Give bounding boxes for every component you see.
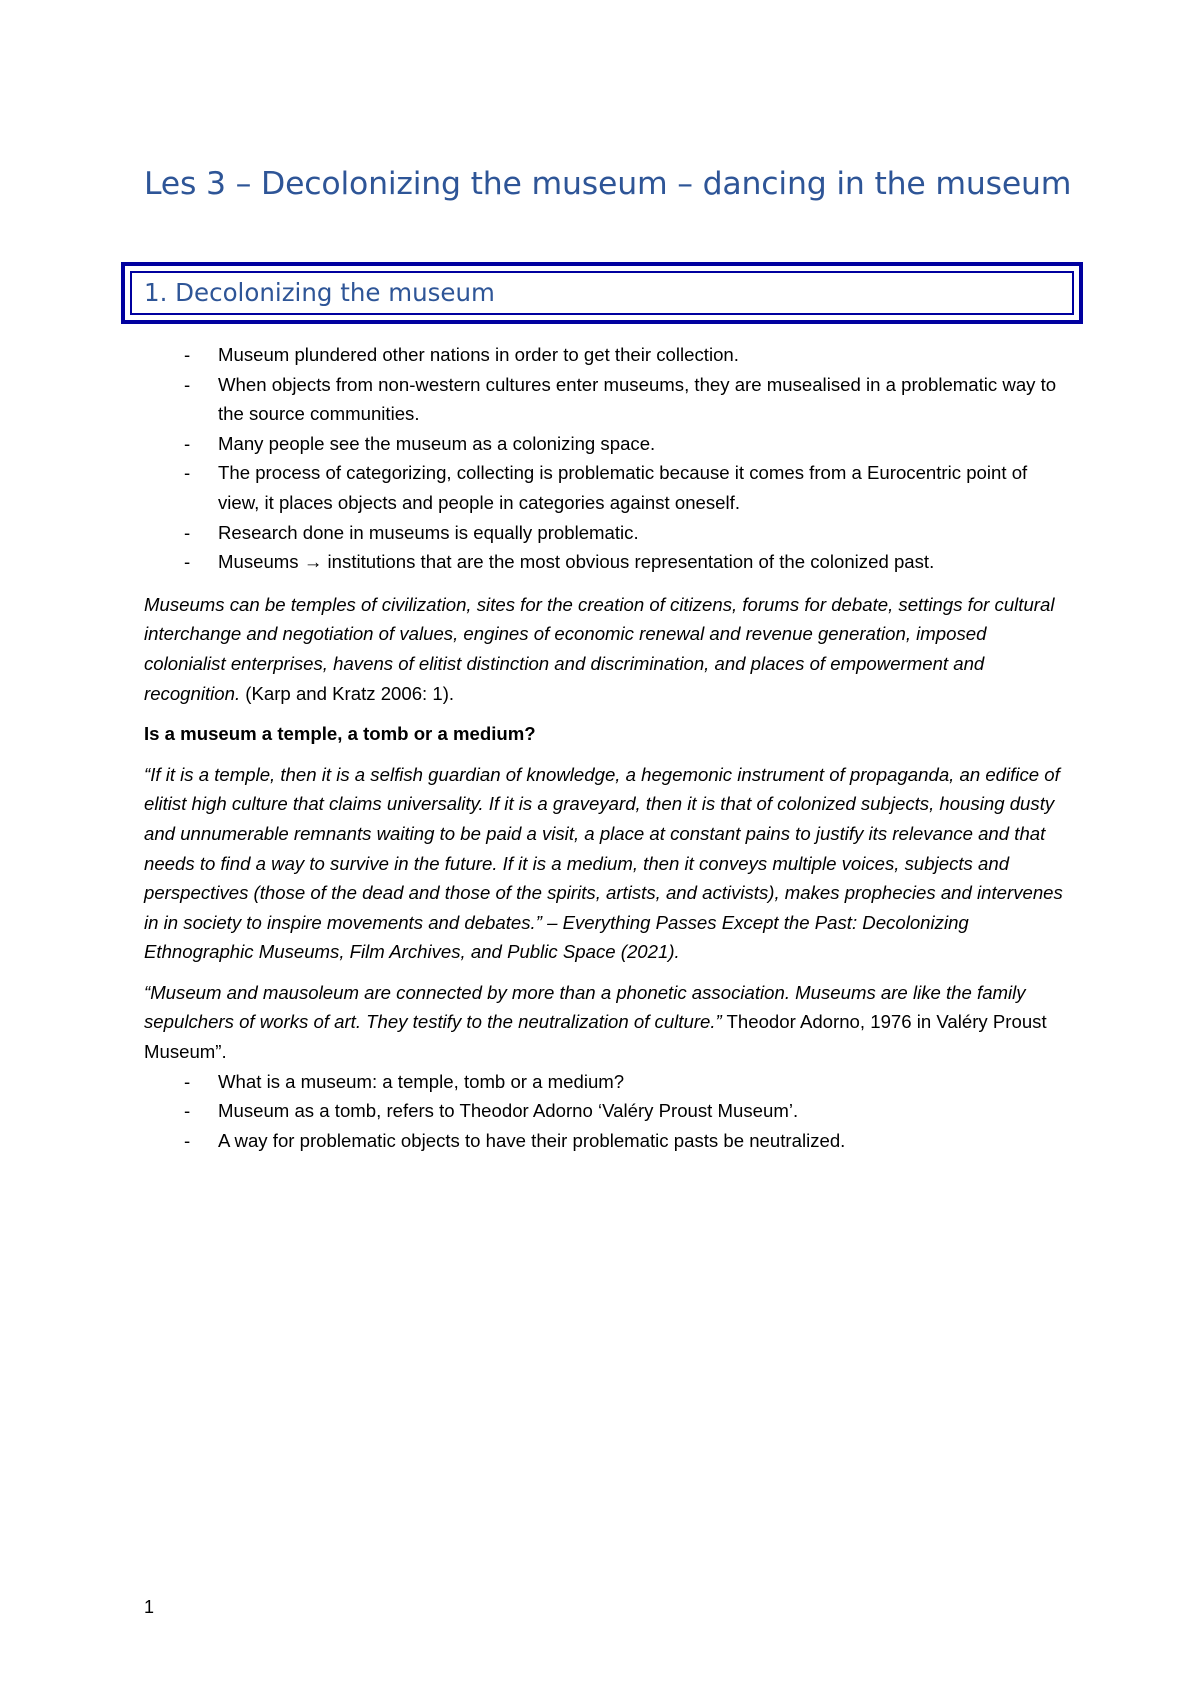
list-item-text: Museums: [218, 551, 299, 573]
bullet-list-1: [144, 340, 1064, 577]
list-item: [144, 1096, 1064, 1126]
list-item-text: institutions that are the most obvious representation of the colonized past.: [327, 551, 935, 573]
list-item: [144, 518, 1064, 548]
dash-marker: -: [184, 551, 191, 573]
page-title: Les 3 – Decolonizing the museum – dancing in the museum: [144, 166, 1072, 202]
dash-marker: -: [184, 432, 191, 454]
dash-marker: -: [184, 1070, 191, 1092]
dash-marker: -: [184, 373, 191, 395]
everything-passes-quote: “If it is a temple, then it is a selfish guardian of knowledge, a hegemonic instrument of propaganda, an edifice of elitist high culture that claims universality. If it is a graveyard, then it is that of colonized subjects, housing dusty and unnumerable remnants waiting to be paid a visit, a place at constant pains to justify its relevance and that needs to find a way to survive in the future. If it is a medium, then it conveys multiple voices, subjects and perspectives (those of the dead and those of the spirits, artists, and activists), makes prophecies and intervenes in in society to inspire movements and debates.” – Everything Passes Except the Past: Decolonizing Ethnographic Museums, Film Archives, and Public Space (2021).: [144, 763, 1063, 963]
dash-marker: -: [184, 521, 191, 543]
list-item: [144, 429, 1064, 459]
adorno-quote-paragraph: [144, 978, 1064, 1067]
list-item-text: Research done in museums is equally problematic.: [218, 521, 639, 543]
list-item-text: The process of categorizing, collecting is problematic because it comes from a Eurocentric point of view, it places objects and people in categories against oneself.: [218, 462, 1028, 513]
adorno-quote: “Museum and mausoleum are connected by more than a phonetic association. Museums are like the family sepulchers of works of art. They testify to the neutralization of culture.”: [144, 981, 1026, 1033]
list-item-text: Many people see the museum as a colonizing space.: [218, 432, 656, 454]
list-item-text: What is a museum: a temple, tomb or a medium?: [218, 1070, 625, 1092]
document-body: [144, 340, 1064, 1155]
list-item-text: When objects from non-western cultures enter museums, they are musealised in a problematic way to the source communities.: [218, 373, 1057, 425]
karp-quote: Museums can be temples of civilization, sites for the creation of citizens, forums for debate, settings for cultural interchange and negotiation of values, engines of economic renewal and revenue generation, imposed colonialist enterprises, havens of elitist distinction and discrimination, and places of empowerment and recognition.: [144, 593, 1055, 704]
list-item: [144, 340, 1064, 370]
dash-marker: -: [184, 344, 191, 365]
list-item: [144, 370, 1064, 429]
page-number: 1: [144, 1597, 155, 1617]
bullet-list-2: [144, 1067, 1064, 1156]
adorno-citation: Theodor Adorno, 1976 in Valéry Proust Museum”.: [144, 1011, 1047, 1063]
section-heading: 1. Decolonizing the museum: [144, 278, 495, 307]
dash-marker: -: [184, 1129, 191, 1151]
list-item: [144, 1126, 1064, 1156]
dash-marker: -: [184, 462, 191, 484]
karp-citation: (Karp and Kratz 2006: 1).: [240, 682, 455, 704]
question-heading: Is a museum a temple, a tomb or a medium?: [144, 723, 536, 745]
list-item: [144, 547, 1064, 577]
right-arrow-icon: →: [303, 551, 323, 573]
list-item: [144, 458, 1064, 517]
dash-marker: -: [184, 1100, 191, 1122]
karp-quote-paragraph: [144, 590, 1064, 708]
list-item: [144, 1067, 1064, 1097]
list-item-text: Museum as a tomb, refers to Theodor Adorno ‘Valéry Proust Museum’.: [218, 1100, 799, 1122]
list-item-text: A way for problematic objects to have their problematic pasts be neutralized.: [218, 1129, 846, 1151]
list-item-text: Museum plundered other nations in order to get their collection.: [218, 344, 739, 365]
